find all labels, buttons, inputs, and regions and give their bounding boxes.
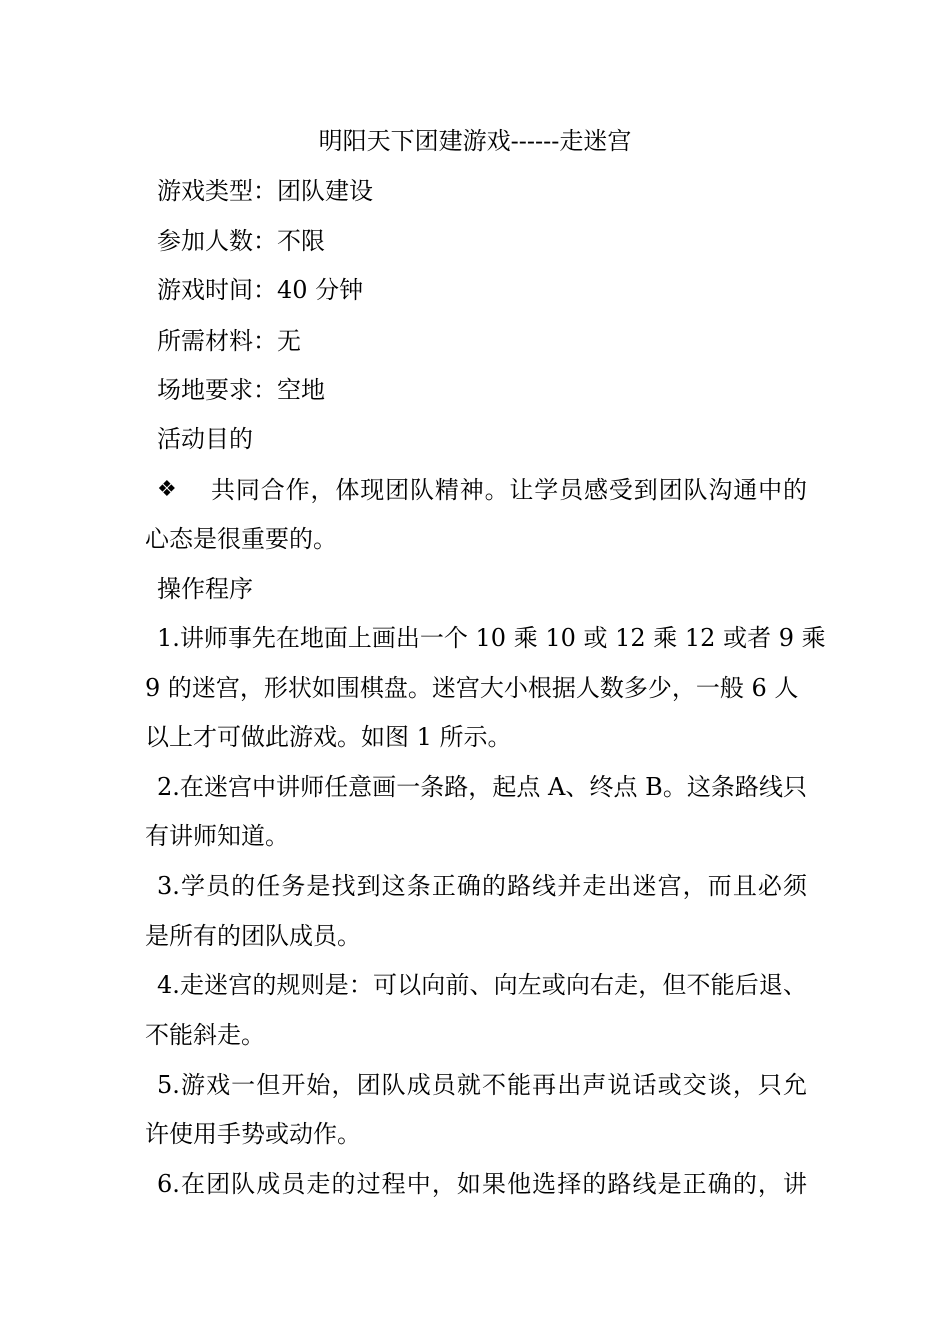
field-venue: 场地要求：空地 — [157, 376, 325, 404]
document-title: 明阳天下团建游戏------走迷宫 — [318, 127, 632, 155]
step-3-line-2: 是所有的团队成员。 — [145, 922, 361, 950]
field-materials: 所需材料：无 — [157, 327, 301, 355]
field-duration: 游戏时间：40 分钟 — [157, 276, 364, 304]
step-2-line-1: 2.在迷宫中讲师任意画一条路，起点 A、终点 B。这条路线只 — [157, 773, 807, 801]
purpose-bullet-line-2: 心态是很重要的。 — [145, 525, 337, 553]
step-2-line-2: 有讲师知道。 — [145, 822, 289, 850]
step-4-line-1: 4.走迷宫的规则是：可以向前、向左或向右走，但不能后退、 — [157, 971, 807, 999]
purpose-heading: 活动目的 — [157, 425, 253, 453]
step-4-line-2: 不能斜走。 — [145, 1021, 265, 1049]
step-5-line-2: 许使用手势或动作。 — [145, 1120, 361, 1148]
step-1-line-2: 9 的迷宫，形状如围棋盘。迷宫大小根据人数多少，一般 6 人 — [145, 674, 799, 702]
step-1-line-1: 1.讲师事先在地面上画出一个 10 乘 10 或 12 乘 12 或者 9 乘 — [157, 624, 826, 652]
field-participants: 参加人数：不限 — [157, 227, 325, 255]
field-game-type: 游戏类型：团队建设 — [157, 177, 373, 205]
step-6-line-1: 6.在团队成员走的过程中，如果他选择的路线是正确的，讲 — [157, 1170, 807, 1198]
step-1-line-3: 以上才可做此游戏。如图 1 所示。 — [145, 723, 512, 751]
step-3-line-1: 3.学员的任务是找到这条正确的路线并走出迷宫，而且必须 — [157, 872, 807, 900]
diamond-bullet-icon: ❖ — [157, 477, 177, 502]
procedure-heading: 操作程序 — [157, 575, 253, 603]
step-5-line-1: 5.游戏一但开始，团队成员就不能再出声说话或交谈，只允 — [157, 1071, 807, 1099]
purpose-bullet-line-1: 共同合作，体现团队精神。让学员感受到团队沟通中的 — [211, 476, 807, 504]
